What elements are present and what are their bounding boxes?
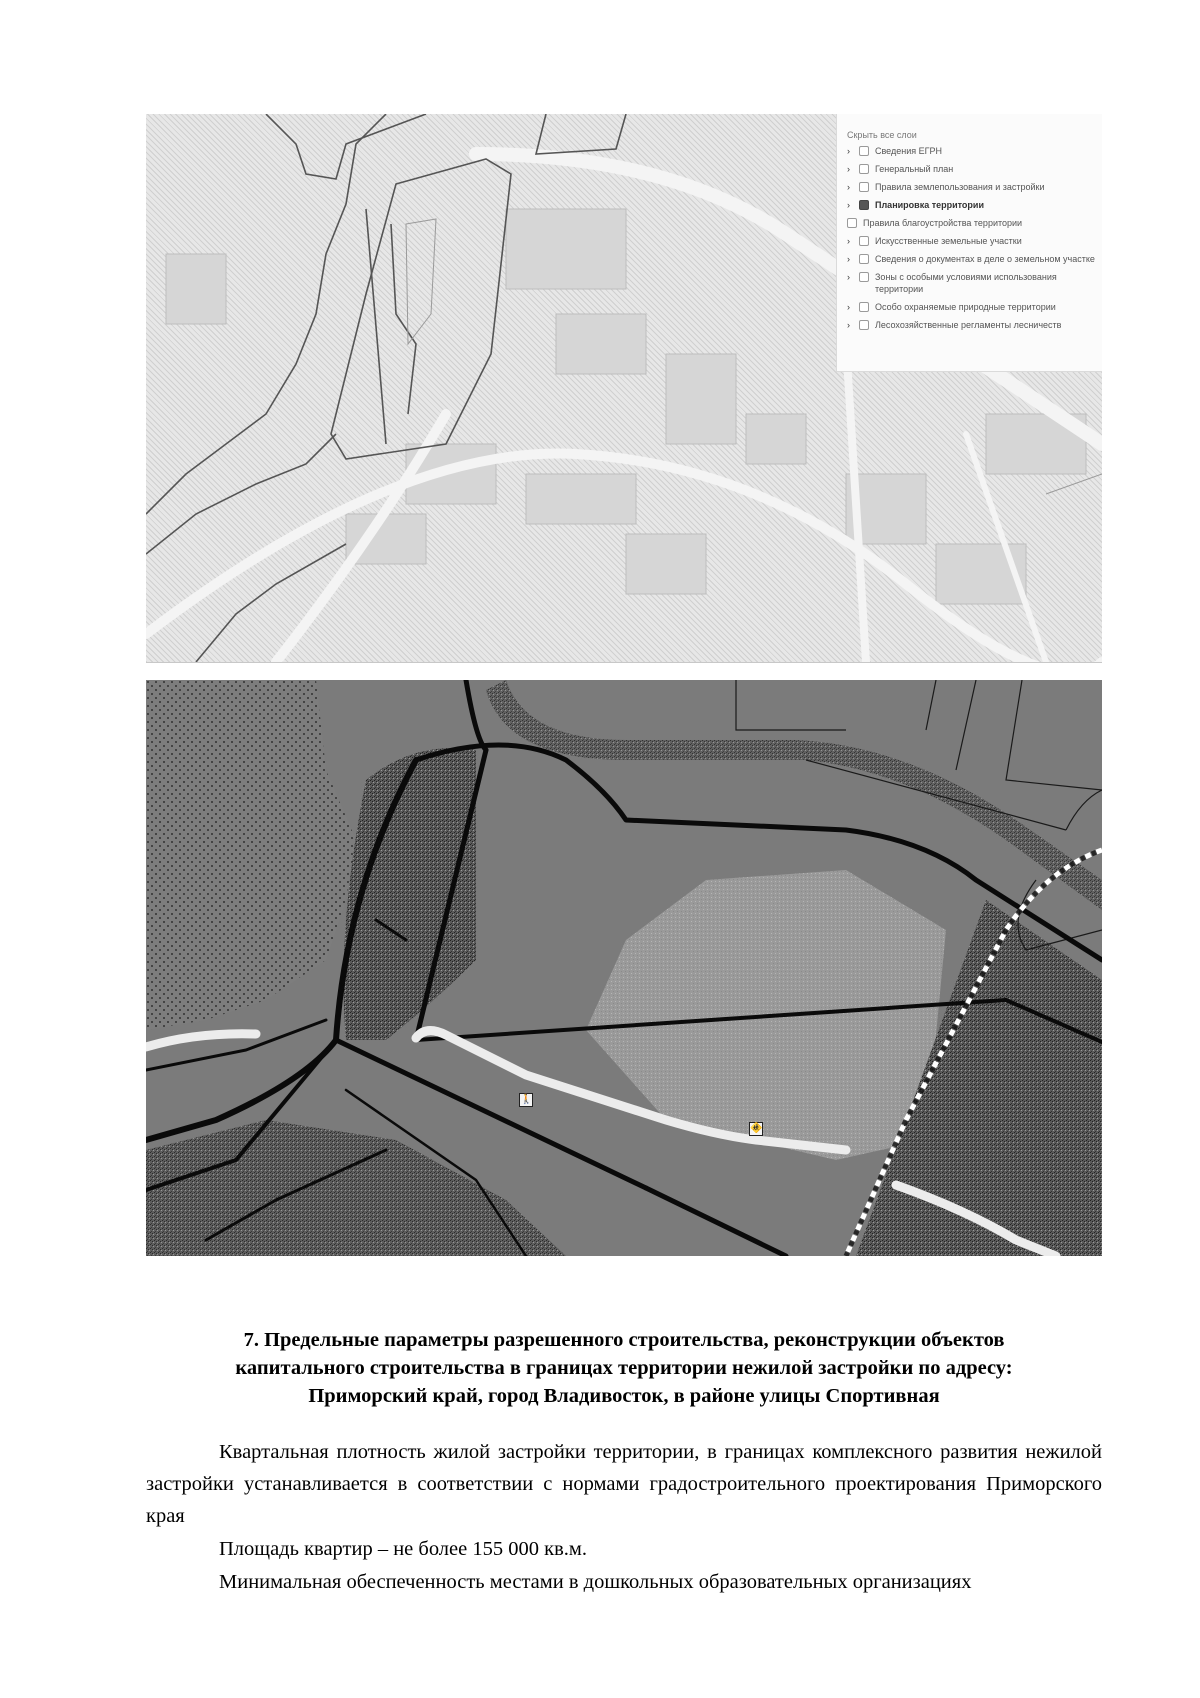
heading-line: Приморский край, город Владивосток, в районе улицы Спортивная bbox=[308, 1385, 940, 1407]
hide-all-layers-link[interactable]: Скрыть все слои bbox=[847, 130, 917, 140]
layer-item[interactable] bbox=[847, 271, 1102, 295]
layer-checkbox[interactable] bbox=[859, 320, 869, 330]
heading-line: 7. Предельные параметры разрешенного строительства, реконструкции объектов bbox=[243, 1329, 1005, 1351]
paragraph-density: Квартальная плотность жилой застройки территории, в границах комплексного развития нежилой застройки устанавливается в соответствии с нормами градостроительного проектирования Приморского края bbox=[146, 1441, 1102, 1527]
layer-item[interactable] bbox=[847, 301, 1102, 313]
chevron-right-icon[interactable]: › bbox=[847, 320, 850, 330]
layer-label: Особо охраняемые природные территории bbox=[875, 302, 1056, 312]
chevron-right-icon[interactable]: › bbox=[847, 164, 850, 174]
layer-item[interactable] bbox=[847, 319, 1102, 331]
layer-item[interactable] bbox=[847, 199, 1102, 211]
layer-label: Сведения ЕГРН bbox=[875, 146, 942, 156]
layer-label: Сведения о документах в деле о земельном участке bbox=[875, 254, 1095, 264]
layer-item[interactable] bbox=[847, 253, 1102, 265]
layer-item[interactable] bbox=[847, 163, 1102, 175]
layer-label: Лесохозяйственные регламенты лесничеств bbox=[875, 320, 1062, 330]
layers-panel bbox=[836, 114, 1102, 372]
layer-checkbox[interactable] bbox=[859, 302, 869, 312]
paragraph-apartment-area: Площадь квартир – не более 155 000 кв.м. bbox=[219, 1538, 587, 1560]
layer-checkbox[interactable] bbox=[847, 218, 857, 228]
layer-label: Правила благоустройства территории bbox=[863, 218, 1023, 228]
layer-item[interactable] bbox=[847, 181, 1102, 193]
layer-checkbox[interactable] bbox=[859, 182, 869, 192]
section-heading bbox=[148, 1326, 1100, 1410]
chevron-right-icon[interactable]: › bbox=[847, 254, 850, 264]
chevron-right-icon[interactable]: › bbox=[847, 182, 850, 192]
chevron-right-icon[interactable]: › bbox=[847, 236, 850, 246]
map-overview[interactable] bbox=[146, 114, 1102, 663]
layer-checkbox[interactable] bbox=[859, 164, 869, 174]
layer-checkbox[interactable] bbox=[859, 254, 869, 264]
chevron-right-icon[interactable]: › bbox=[847, 302, 850, 312]
chevron-right-icon[interactable]: › bbox=[847, 200, 850, 210]
layer-checkbox[interactable] bbox=[859, 236, 869, 246]
layer-label: Генеральный план bbox=[875, 164, 954, 174]
layer-item[interactable] bbox=[847, 217, 1102, 229]
map-detail-canvas bbox=[146, 680, 1102, 1256]
layer-checkbox[interactable] bbox=[859, 146, 869, 156]
map-detail[interactable] bbox=[146, 680, 1102, 1256]
chevron-right-icon[interactable]: › bbox=[847, 272, 850, 282]
pedestrian-icon[interactable]: 🚶 bbox=[520, 1094, 533, 1105]
layer-label: Правила землепользования и застройки bbox=[875, 182, 1045, 192]
paragraph-kindergarten-provision: Минимальная обеспеченность местами в дошкольных образовательных организациях bbox=[219, 1571, 972, 1593]
layer-checkbox[interactable] bbox=[859, 272, 869, 282]
layer-label: Зоны с особыми условиями использования территории bbox=[875, 272, 1057, 294]
layer-item[interactable] bbox=[847, 235, 1102, 247]
layer-label: Искусственные земельные участки bbox=[875, 236, 1022, 246]
layer-item[interactable] bbox=[847, 145, 1102, 157]
chevron-right-icon[interactable]: › bbox=[847, 146, 850, 156]
kindergarten-icon[interactable]: 🚸 bbox=[750, 1123, 763, 1134]
layer-checkbox[interactable] bbox=[859, 200, 869, 210]
layer-label: Планировка территории bbox=[875, 200, 984, 210]
heading-line: капитального строительства в границах территории нежилой застройки по адресу: bbox=[235, 1357, 1013, 1379]
